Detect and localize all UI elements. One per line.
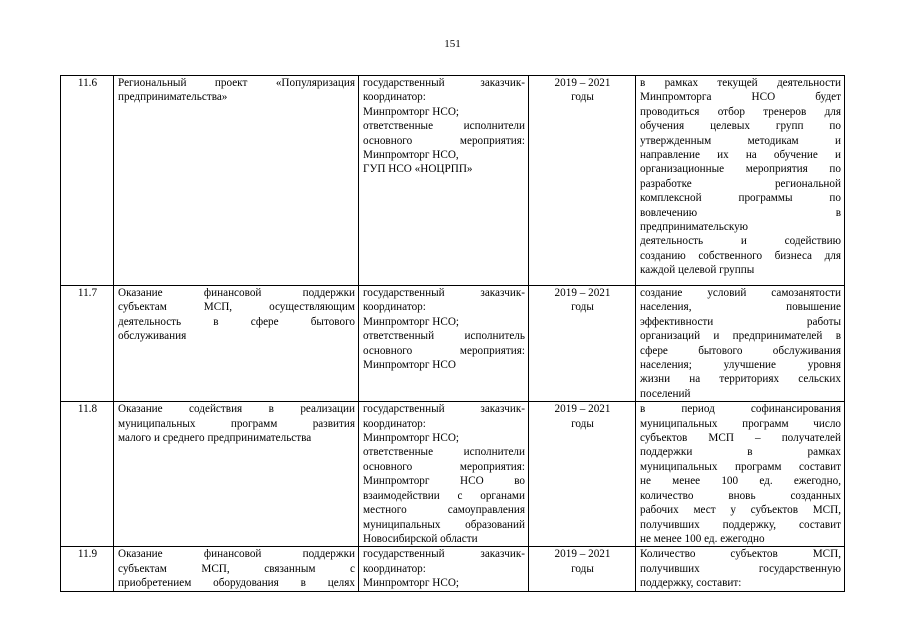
activity-name: [114, 286, 359, 402]
program-table: [60, 75, 845, 592]
activity-name-line: малого и среднего предпринимательства: [118, 432, 312, 445]
expected-result-line: создание условий самозанятости: [640, 287, 841, 299]
executors-line: ответственные исполнители: [363, 446, 525, 459]
expected-result-line: деятельность и содействию: [640, 235, 841, 248]
expected-result-line: вовлечению в: [640, 206, 841, 219]
executors-line: Новосибирской области: [363, 532, 478, 545]
executors-line: Минпромторг НСО во: [363, 475, 525, 488]
activity-name-line: приобретением оборудования в целях: [118, 577, 355, 590]
activity-name-line: Оказание финансовой поддержки: [118, 548, 355, 561]
expected-result-line: количество вновь созданных: [640, 489, 841, 502]
executors-line: местного самоуправления: [363, 504, 525, 517]
executors-line: Минпромторг НСО;: [363, 577, 460, 590]
executors-line: Минпромторг НСО,: [363, 149, 459, 162]
executors-line: Минпромторг НСО;: [363, 105, 460, 118]
expected-result-line: утвержденным методикам и: [640, 134, 841, 147]
expected-result-line: не менее 100 ед. ежегодно: [640, 532, 765, 545]
expected-result-line: комплексной программы по: [640, 192, 841, 205]
executors: [359, 76, 529, 286]
expected-result-line: в период софинансирования: [640, 403, 841, 416]
expected-result: [636, 286, 845, 402]
period-line: годы: [571, 417, 594, 430]
table-row: [61, 286, 845, 402]
period-line: 2019 – 2021: [554, 403, 611, 416]
expected-result-line: поселений: [640, 387, 691, 400]
expected-result-line: проводиться отбор тренеров для: [640, 105, 841, 118]
activity-name-line: Оказание финансовой поддержки: [118, 287, 355, 299]
expected-result-line: муниципальных программ составит: [640, 460, 841, 473]
expected-result-line: разработке региональной: [640, 177, 841, 190]
activity-name-line: деятельность в сфере бытового: [118, 315, 355, 328]
expected-result-line: созданию собственного бизнеса для: [640, 249, 841, 262]
period-line: 2019 – 2021: [554, 548, 611, 561]
executors-line: муниципальных образований: [363, 518, 525, 531]
executors-line: основного мероприятия:: [363, 460, 525, 473]
activity-name-line: предпринимательства»: [118, 91, 228, 104]
row-number: 11.7: [61, 286, 114, 402]
expected-result-line: получивших поддержку, составит: [640, 518, 841, 531]
expected-result-line: муниципальных программ число: [640, 417, 841, 430]
period-line: 2019 – 2021: [554, 77, 611, 89]
expected-result-line: обучения целевых групп по: [640, 120, 841, 133]
expected-result-line: поддержку, составит:: [640, 577, 742, 590]
expected-result-line: организационные мероприятия по: [640, 163, 841, 176]
executors-line: государственный заказчик-: [363, 287, 525, 299]
executors-line: ответственные исполнители: [363, 120, 525, 133]
executors-line: основного мероприятия:: [363, 344, 525, 357]
activity-name-line: субъектам МСП, связанным с: [118, 562, 355, 575]
expected-result-line: организаций и предпринимателей в: [640, 330, 841, 343]
period: [529, 286, 636, 402]
activity-name-line: обслуживания: [118, 330, 187, 343]
expected-result: [636, 547, 845, 592]
expected-result-line: населения, повышение: [640, 301, 841, 314]
activity-name-line: Региональный проект «Популяризация: [118, 77, 355, 89]
executors-line: Минпромторг НСО: [363, 359, 456, 372]
expected-result-line: населения; улучшение уровня: [640, 359, 841, 372]
page-number: 151: [444, 38, 461, 50]
period-line: 2019 – 2021: [554, 287, 611, 299]
period: [529, 402, 636, 547]
expected-result-line: получивших государственную: [640, 562, 841, 575]
executors-line: основного мероприятия:: [363, 134, 525, 147]
activity-name-line: Оказание содействия в реализации: [118, 403, 355, 416]
expected-result-line: Количество субъектов МСП,: [640, 548, 841, 561]
executors-line: государственный заказчик-: [363, 403, 525, 416]
table-row: [61, 547, 845, 592]
executors-line: Минпромторг НСО;: [363, 315, 460, 328]
expected-result-line: жизни на территориях сельских: [640, 373, 841, 386]
period-line: годы: [571, 91, 594, 104]
period: [529, 547, 636, 592]
executors: [359, 547, 529, 592]
executors: [359, 286, 529, 402]
expected-result-line: Минпромторга НСО будет: [640, 91, 841, 104]
table-row: [61, 76, 845, 286]
executors-line: координатор:: [363, 562, 426, 575]
activity-name: [114, 547, 359, 592]
row-number: 11.8: [61, 402, 114, 547]
expected-result: [636, 76, 845, 286]
expected-result-line: субъектов МСП – получателей: [640, 432, 841, 445]
activity-name-line: субъектам МСП, осуществляющим: [118, 301, 355, 314]
row-number: 11.9: [61, 547, 114, 592]
expected-result-line: каждой целевой группы: [640, 264, 755, 277]
executors-line: государственный заказчик-: [363, 548, 525, 561]
period-line: годы: [571, 562, 594, 575]
activity-name: [114, 76, 359, 286]
activity-name-line: муниципальных программ развития: [118, 417, 355, 430]
executors-line: Минпромторг НСО;: [363, 432, 460, 445]
executors-line: ответственный исполнитель: [363, 330, 525, 343]
expected-result-line: направление их на обучение и: [640, 149, 841, 162]
executors: [359, 402, 529, 547]
expected-result-line: сфере бытового обслуживания: [640, 344, 841, 357]
expected-result-line: эффективности работы: [640, 315, 841, 328]
expected-result-line: поддержки в рамках: [640, 446, 841, 459]
expected-result: [636, 402, 845, 547]
period: [529, 76, 636, 286]
executors-line: координатор:: [363, 91, 426, 104]
executors-line: координатор:: [363, 417, 426, 430]
expected-result-line: в рамках текущей деятельности: [640, 77, 841, 89]
executors-line: взаимодействии с органами: [363, 489, 525, 502]
expected-result-line: рабочих мест у субъектов МСП,: [640, 504, 841, 517]
activity-name: [114, 402, 359, 547]
table-row: [61, 402, 845, 547]
executors-line: ГУП НСО «НОЦРПП»: [363, 163, 473, 176]
row-number: 11.6: [61, 76, 114, 286]
executors-line: координатор:: [363, 301, 426, 314]
expected-result-line: предпринимательскую: [640, 221, 749, 234]
expected-result-line: не менее 100 ед. ежегодно,: [640, 475, 841, 488]
executors-line: государственный заказчик-: [363, 77, 525, 89]
period-line: годы: [571, 301, 594, 314]
